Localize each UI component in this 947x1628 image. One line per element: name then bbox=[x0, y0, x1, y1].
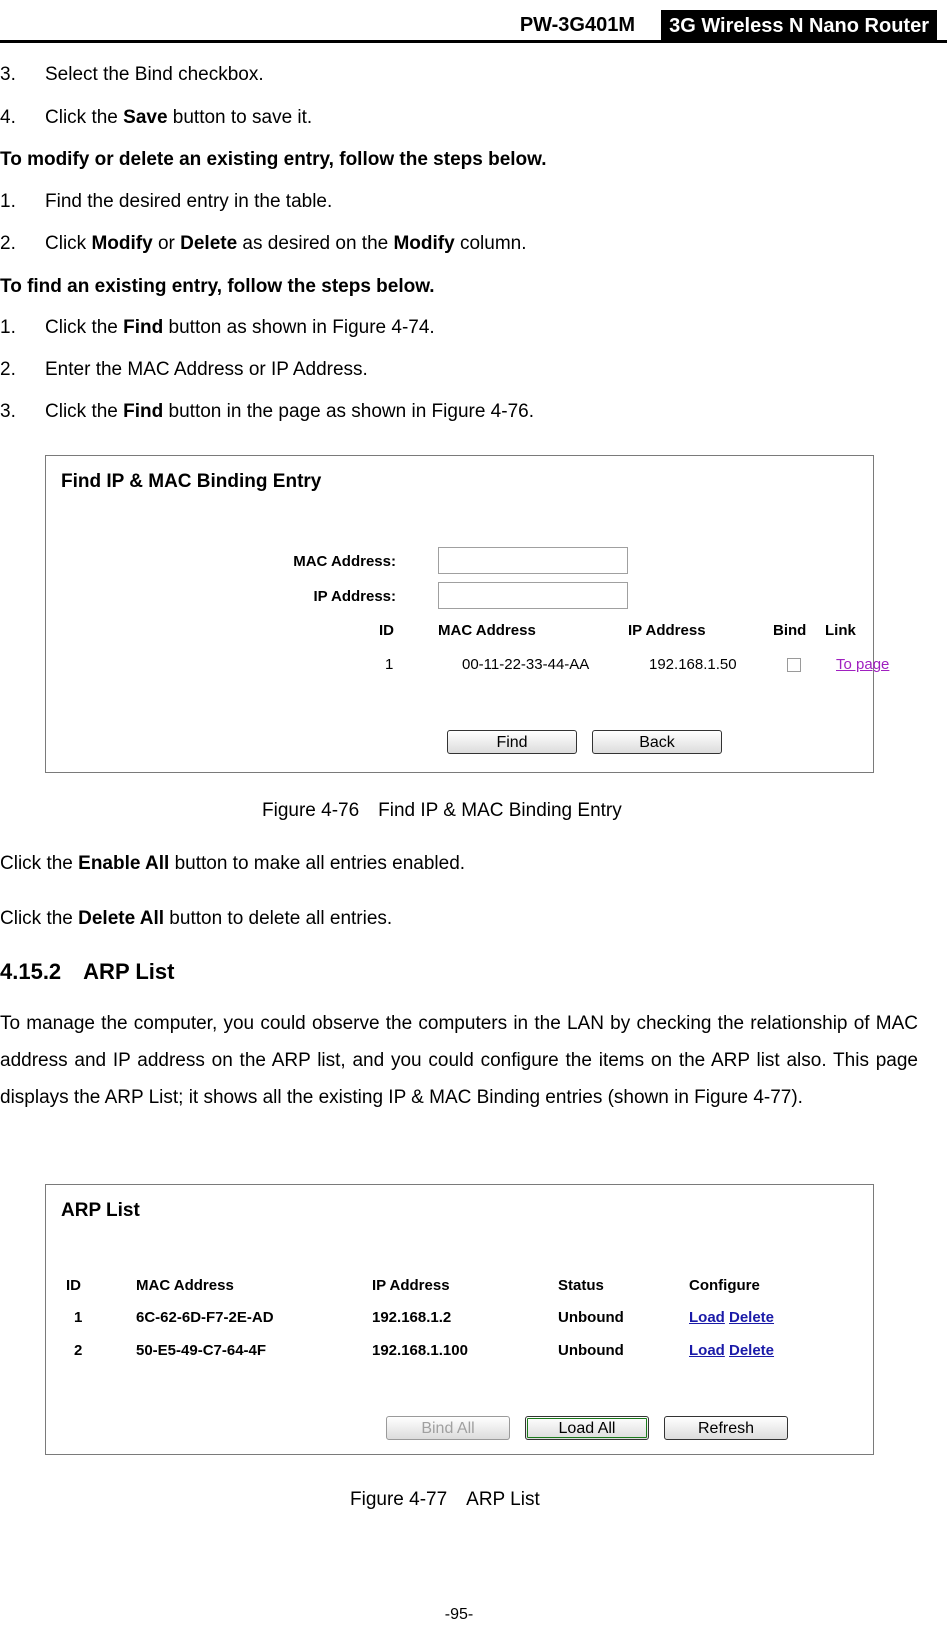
bind-checkbox[interactable] bbox=[787, 658, 801, 672]
to-page-link[interactable]: To page bbox=[836, 656, 890, 673]
row-id: 2 bbox=[74, 1342, 83, 1359]
step-item: 3. Select the Bind checkbox. bbox=[0, 64, 264, 85]
back-button[interactable]: Back bbox=[592, 730, 722, 754]
ip-address-label: IP Address: bbox=[313, 588, 396, 605]
step-item: 4. Click the Save button to save it. bbox=[0, 107, 313, 128]
row-mac: 6C-62-6D-F7-2E-AD bbox=[136, 1309, 274, 1326]
row-ip: 192.168.1.2 bbox=[372, 1309, 452, 1326]
figure-caption: Figure 4-77 ARP List bbox=[350, 1489, 540, 1510]
panel-title: ARP List bbox=[61, 1200, 140, 1221]
delete-all-note: Click the Delete All button to delete all entries. bbox=[0, 908, 393, 929]
row-id: 1 bbox=[385, 656, 394, 673]
row-status: Unbound bbox=[558, 1309, 624, 1326]
delete-link[interactable]: Delete bbox=[729, 1342, 775, 1359]
body-paragraph: To manage the computer, you could observe the computers in the LAN by checking the relationship of MAC address and IP address on the ARP list, and you could configure the items on the ARP list also. This page displays the ARP List; it shows all the existing IP & MAC Binding entries (shown in Figure 4-77). bbox=[0, 1013, 918, 1108]
page-header bbox=[0, 10, 947, 43]
row-mac: 00-11-22-33-44-AA bbox=[462, 656, 590, 673]
column-header-link: Link bbox=[825, 622, 856, 639]
load-link[interactable]: Load bbox=[689, 1342, 725, 1359]
column-header-mac: MAC Address bbox=[136, 1277, 234, 1294]
step-item: 1. Click the Find button as shown in Figure 4-74. bbox=[0, 317, 435, 338]
column-header-status: Status bbox=[558, 1277, 604, 1294]
figure-caption: Figure 4-76 Find IP & MAC Binding Entry bbox=[262, 800, 622, 821]
product-name: 3G Wireless N Nano Router bbox=[661, 10, 937, 40]
row-ip: 192.168.1.100 bbox=[372, 1342, 468, 1359]
section-heading: 4.15.2 ARP List bbox=[0, 959, 175, 984]
row-id: 1 bbox=[74, 1309, 83, 1326]
column-header-configure: Configure bbox=[689, 1277, 760, 1294]
panel-title: Find IP & MAC Binding Entry bbox=[61, 471, 322, 492]
modify-heading: To modify or delete an existing entry, follow the steps below. bbox=[0, 149, 547, 170]
load-link[interactable]: Load bbox=[689, 1309, 725, 1326]
column-header-id: ID bbox=[66, 1277, 81, 1294]
load-all-button[interactable]: Load All bbox=[525, 1416, 649, 1440]
row-mac: 50-E5-49-C7-64-4F bbox=[136, 1342, 267, 1359]
column-header-bind: Bind bbox=[773, 622, 807, 639]
mac-address-input[interactable] bbox=[438, 547, 628, 574]
step-item: 3. Click the Find button in the page as shown in Figure 4-76. bbox=[0, 401, 534, 422]
find-binding-panel bbox=[45, 455, 890, 773]
ip-address-input[interactable] bbox=[438, 582, 628, 609]
find-heading: To find an existing entry, follow the steps below. bbox=[0, 276, 435, 297]
step-item: 2. Click Modify or Delete as desired on the Modify column. bbox=[0, 233, 527, 254]
column-header-ip: IP Address bbox=[372, 1277, 450, 1294]
column-header-id: ID bbox=[379, 622, 394, 639]
column-header-ip: IP Address bbox=[628, 622, 706, 639]
delete-link[interactable]: Delete bbox=[729, 1309, 775, 1326]
model-name: PW-3G401M bbox=[519, 14, 635, 36]
page-number: -95- bbox=[444, 1606, 474, 1623]
column-header-mac: MAC Address bbox=[438, 622, 536, 639]
enable-all-note: Click the Enable All button to make all entries enabled. bbox=[0, 853, 466, 874]
row-status: Unbound bbox=[558, 1342, 624, 1359]
find-button[interactable]: Find bbox=[447, 730, 577, 754]
bind-all-button[interactable]: Bind All bbox=[386, 1416, 510, 1440]
row-ip: 192.168.1.50 bbox=[649, 656, 737, 673]
step-item: 2. Enter the MAC Address or IP Address. bbox=[0, 359, 368, 380]
refresh-button[interactable]: Refresh bbox=[664, 1416, 788, 1440]
step-item: 1. Find the desired entry in the table. bbox=[0, 191, 333, 212]
arp-list-panel bbox=[45, 1184, 874, 1455]
mac-address-label: MAC Address: bbox=[293, 553, 396, 570]
